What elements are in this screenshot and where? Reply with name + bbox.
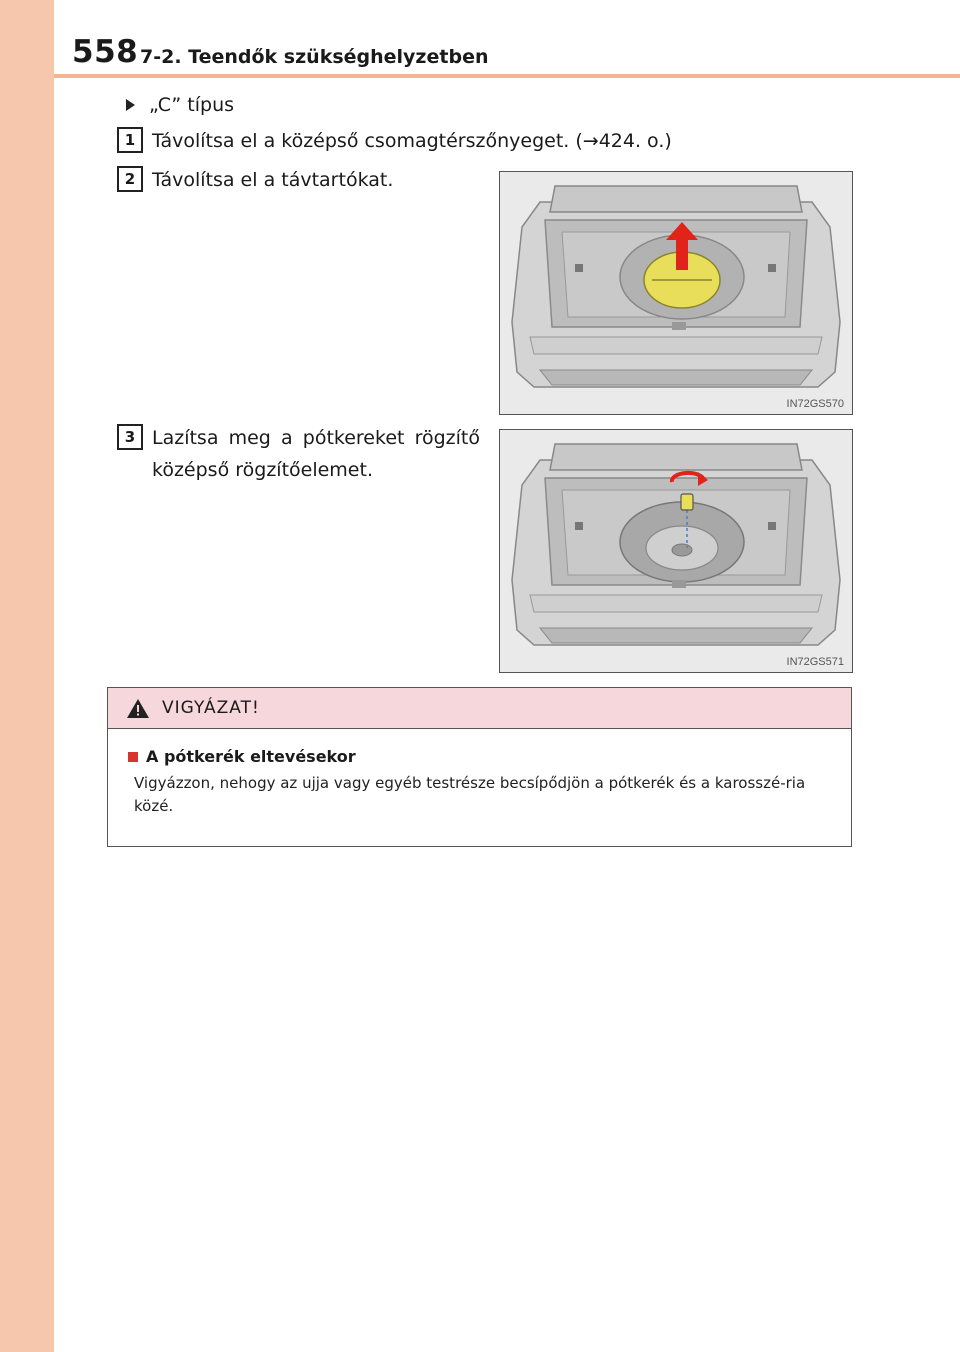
step-text-2: Távolítsa el a távtartókat.: [152, 169, 394, 191]
triangle-bullet-icon: [126, 99, 135, 111]
figure-code-2: IN72GS571: [786, 656, 844, 668]
step-number-2: 2: [117, 166, 143, 192]
step-number-1: 1: [117, 127, 143, 153]
figure-remove-spacers: [499, 171, 853, 415]
center-fastener-icon: [681, 494, 693, 510]
square-bullet-icon: [128, 752, 138, 762]
warning-header: [108, 688, 851, 729]
warning-subtitle-text: A pótkerék eltevésekor: [146, 747, 356, 766]
type-label: [126, 94, 234, 116]
figure-code-1: IN72GS570: [786, 398, 844, 410]
warning-body: [108, 729, 851, 818]
trunk-illustration-1: [500, 172, 852, 414]
type-label-text: „C” típus: [149, 94, 235, 116]
figure-loosen-fastener: [499, 429, 853, 673]
side-color-strip: [0, 0, 54, 1352]
step-text-1: Távolítsa el a középső csomagtérszőnyeget. (→424. o.): [152, 130, 672, 152]
warning-subtitle: [128, 747, 829, 766]
step-number-3: 3: [117, 424, 143, 450]
warning-triangle-icon: [126, 698, 150, 719]
trunk-illustration-2: [500, 430, 852, 672]
header-rule: [54, 74, 960, 78]
page-number: 558: [72, 34, 139, 70]
section-title: 7-2. Teendők szükséghelyzetben: [140, 46, 489, 68]
warning-title: VIGYÁZAT!: [162, 698, 260, 718]
warning-box: [107, 687, 852, 847]
step-text-3: Lazítsa meg a pótkereket rögzítő középső rögzítőelemet.: [152, 427, 480, 481]
warning-text: Vigyázzon, nehogy az ujja vagy egyéb testrésze becsípődjön a pótkerék és a karosszé-ria közé.: [134, 774, 806, 815]
